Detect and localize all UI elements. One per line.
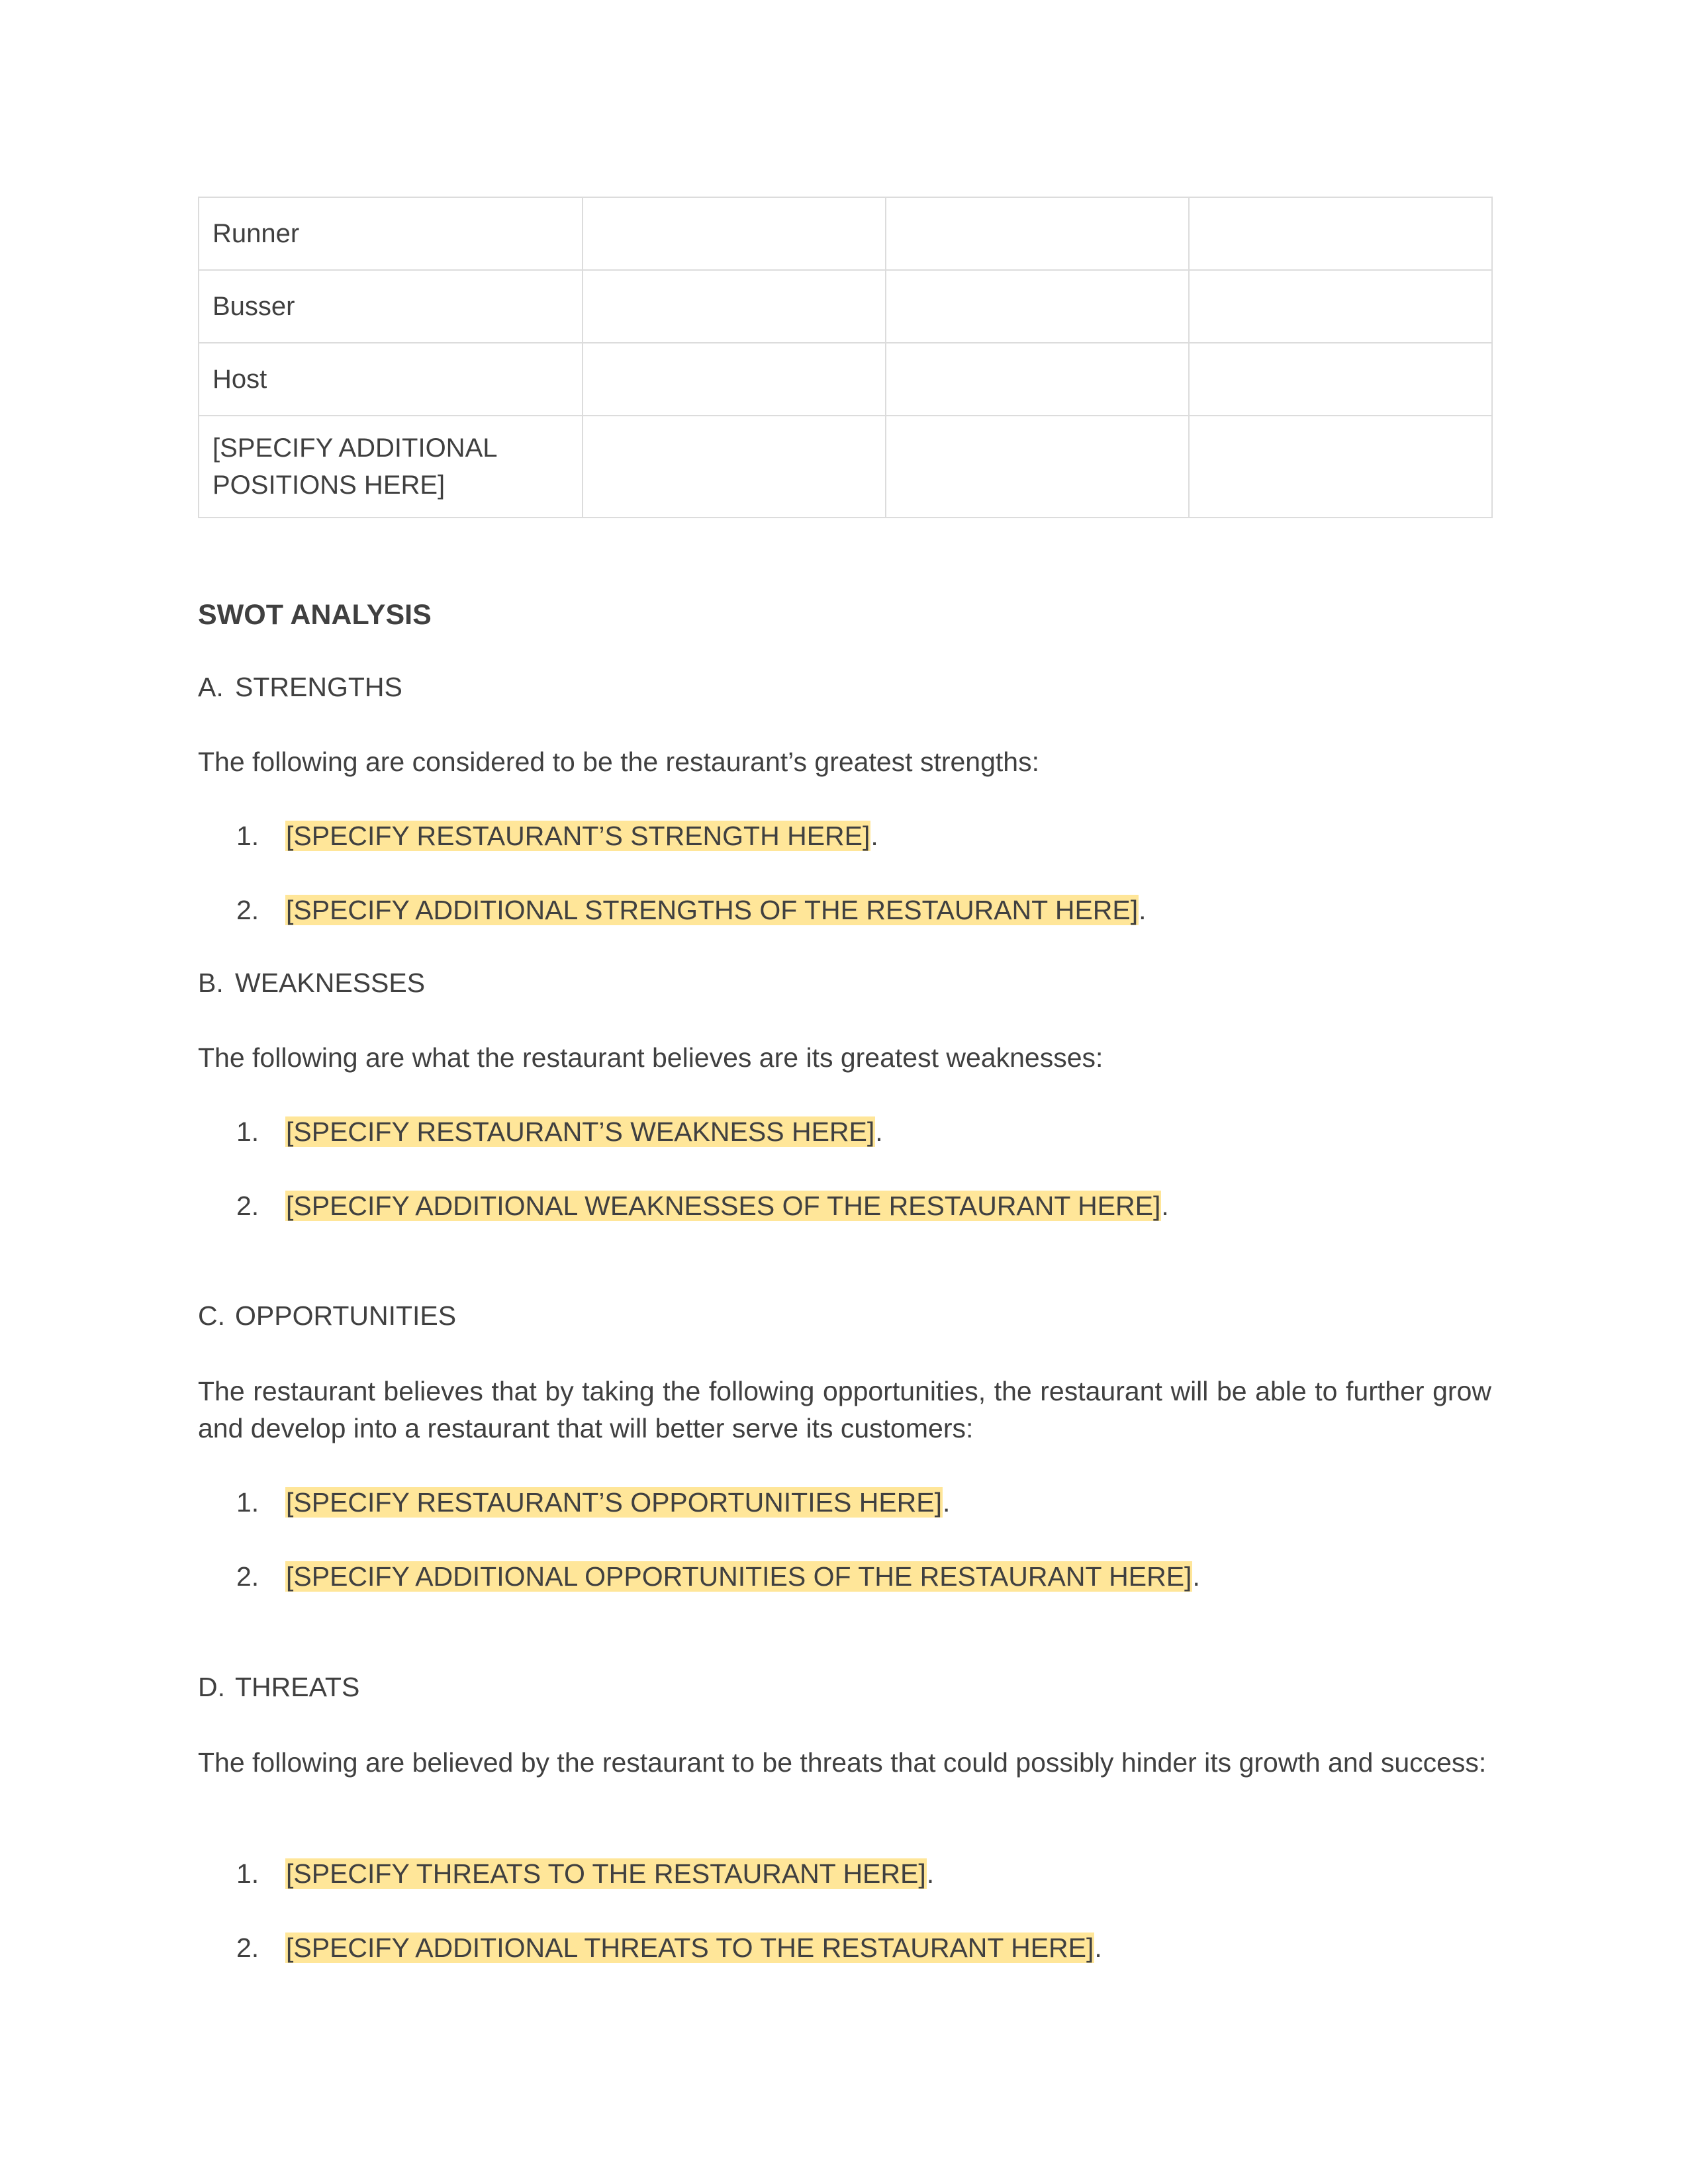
empty-cell [886,197,1189,270]
item-number: 1. [236,821,259,851]
table-row [199,270,1492,343]
heading-letter: A. [198,672,224,702]
item-period: . [875,1116,883,1147]
table-row [199,197,1492,270]
weakness-item [236,1113,883,1150]
item-period: . [870,821,878,851]
position-cell: [SPECIFY ADDITIONAL POSITIONS HERE] [199,416,583,518]
item-number: 2. [236,1933,259,1963]
heading-text: WEAKNESSES [235,968,426,998]
heading-letter: D. [198,1672,225,1702]
item-number: 2. [236,1561,259,1592]
empty-cell [886,416,1189,518]
empty-cell [886,343,1189,416]
empty-cell [1189,270,1492,343]
item-number: 2. [236,1191,259,1221]
weaknesses-heading [198,968,425,999]
heading-text: THREATS [235,1672,360,1702]
position-cell: Busser [199,270,583,343]
strength-item [236,817,878,854]
empty-cell [886,270,1189,343]
placeholder-text[interactable]: [SPECIFY RESTAURANT’S STRENGTH HERE] [286,821,870,851]
item-number: 1. [236,1487,259,1518]
empty-cell [583,416,886,518]
item-period: . [1192,1561,1200,1592]
heading-text: STRENGTHS [235,672,402,702]
empty-cell [583,343,886,416]
document-page [198,197,1491,1963]
empty-cell [583,197,886,270]
empty-cell [1189,197,1492,270]
heading-text: OPPORTUNITIES [235,1300,457,1331]
threat-item [236,1929,1102,1966]
positions-table [198,197,1493,518]
placeholder-text[interactable]: [SPECIFY RESTAURANT’S OPPORTUNITIES HERE] [286,1487,943,1518]
opportunities-heading [198,1300,456,1332]
position-cell: Host [199,343,583,416]
placeholder-text[interactable]: [SPECIFY THREATS TO THE RESTAURANT HERE] [286,1858,926,1889]
weakness-item [236,1187,1169,1224]
item-period: . [1139,895,1147,925]
threats-heading [198,1672,359,1703]
item-period: . [943,1487,951,1518]
opportunity-item [236,1558,1200,1595]
heading-letter: C. [198,1300,225,1331]
strengths-intro: The following are considered to be the restaurant’s greatest strengths: [198,747,1039,777]
table-row [199,343,1492,416]
threats-intro: The following are believed by the restaurant to be threats that could possibly hinder its growth and success: [198,1747,1487,1778]
placeholder-text[interactable]: [SPECIFY ADDITIONAL OPPORTUNITIES OF THE RESTAURANT HERE] [286,1561,1192,1592]
placeholder-text[interactable]: [SPECIFY RESTAURANT’S WEAKNESS HERE] [286,1116,875,1147]
opportunities-intro: The restaurant believes that by taking the following opportunities, the restaurant will be able to further grow and develop into a restaurant that will better serve its customers: [198,1376,1491,1443]
strengths-heading [198,672,402,703]
swot-title: SWOT ANALYSIS [198,599,432,631]
weaknesses-intro: The following are what the restaurant believes are its greatest weaknesses: [198,1042,1103,1073]
item-number: 2. [236,895,259,925]
table-row [199,416,1492,518]
opportunity-item [236,1484,950,1521]
item-number: 1. [236,1116,259,1147]
empty-cell [1189,416,1492,518]
empty-cell [1189,343,1492,416]
placeholder-text[interactable]: [SPECIFY ADDITIONAL STRENGTHS OF THE RESTAURANT HERE] [286,895,1139,925]
item-period: . [1094,1933,1102,1963]
position-cell: Runner [199,197,583,270]
item-number: 1. [236,1858,259,1889]
item-period: . [1161,1191,1169,1221]
heading-letter: B. [198,968,224,998]
item-period: . [926,1858,935,1889]
placeholder-text[interactable]: [SPECIFY ADDITIONAL THREATS TO THE RESTAURANT HERE] [286,1933,1094,1963]
threat-item [236,1855,934,1892]
empty-cell [583,270,886,343]
strength-item [236,891,1147,929]
placeholder-text[interactable]: [SPECIFY ADDITIONAL WEAKNESSES OF THE RESTAURANT HERE] [286,1191,1161,1221]
